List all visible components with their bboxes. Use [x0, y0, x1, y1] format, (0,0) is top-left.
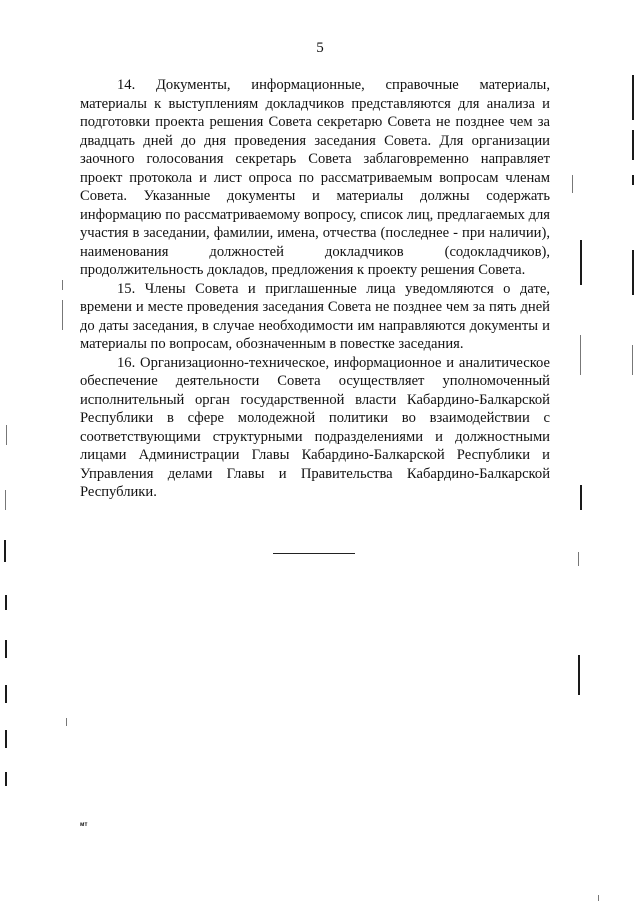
document-body: [80, 76, 550, 502]
scan-edge-mark: [580, 240, 582, 285]
paragraph-15: 15. Члены Совета и приглашенные лица уведомляются о дате, времени и месте проведения заседания Совета не позднее чем за пять дней до даты заседания, в случае необходимости им направляются документы и материалы по вопросам, обозначенным в повестке заседания.: [80, 280, 550, 352]
scan-edge-mark: [572, 175, 573, 193]
scan-edge-mark: [632, 130, 634, 160]
scan-edge-mark: [578, 655, 580, 695]
scan-edge-mark: [4, 540, 6, 562]
scan-edge-mark: [62, 300, 63, 330]
scan-edge-mark: [580, 335, 581, 375]
scan-edge-mark: [5, 640, 7, 658]
scan-edge-mark: [5, 730, 7, 748]
paragraph-16: 16. Организационно-техническое, информационное и аналитическое обеспечение деятельности Совета осуществляет уполномоченный исполнительный орган государственной власти Кабардино-Балкарской Республики в сфере молодежной политики во взаимодействии с соответствующими структурными подразделениями и должностными лицами Администрации Главы Кабардино-Балкарской Республики и Управления делами Главы и Правительства Кабардино-Балкарской Республики.: [80, 354, 550, 500]
scan-edge-mark: [6, 425, 7, 445]
scan-edge-mark: [580, 485, 582, 510]
scan-edge-mark: [5, 595, 7, 610]
scan-edge-mark: [5, 772, 7, 786]
scan-edge-mark: [5, 685, 7, 703]
paragraph-14: 14. Документы, информационные, справочные материалы, материалы к выступлениям докладчиков представляются для анализа и подготовки проекта решения Совета секретарю Совета не позднее чем за двадцать дней до дня проведения заседания Совета. Для организации заочного голосования секретарь Совета заблаговременно направляет проект протокола и лист опроса по рассматриваемым вопросам членам Совета. Указанные документы и материалы должны содержать информацию по рассматриваемому вопросу, список лиц, предлагаемых для участия в заседании, фамилии, имена, отчества (последнее - при наличии), наименования должностей докладчиков (содокладчиков), продолжительность докладов, предложения к проекту решения Совета.: [80, 77, 550, 278]
scan-edge-mark: [578, 552, 579, 566]
scan-edge-mark: [632, 345, 633, 375]
footer-mark: мт: [80, 822, 88, 828]
scan-edge-mark: [62, 280, 63, 290]
closing-divider: [273, 553, 355, 554]
scan-edge-mark: [5, 490, 6, 510]
page-number: 5: [316, 40, 324, 56]
scan-edge-mark: [632, 75, 634, 120]
scan-edge-mark: [66, 718, 67, 726]
scan-edge-mark: [632, 175, 634, 185]
scan-edge-mark: [632, 250, 634, 295]
scan-edge-mark: [598, 895, 599, 901]
